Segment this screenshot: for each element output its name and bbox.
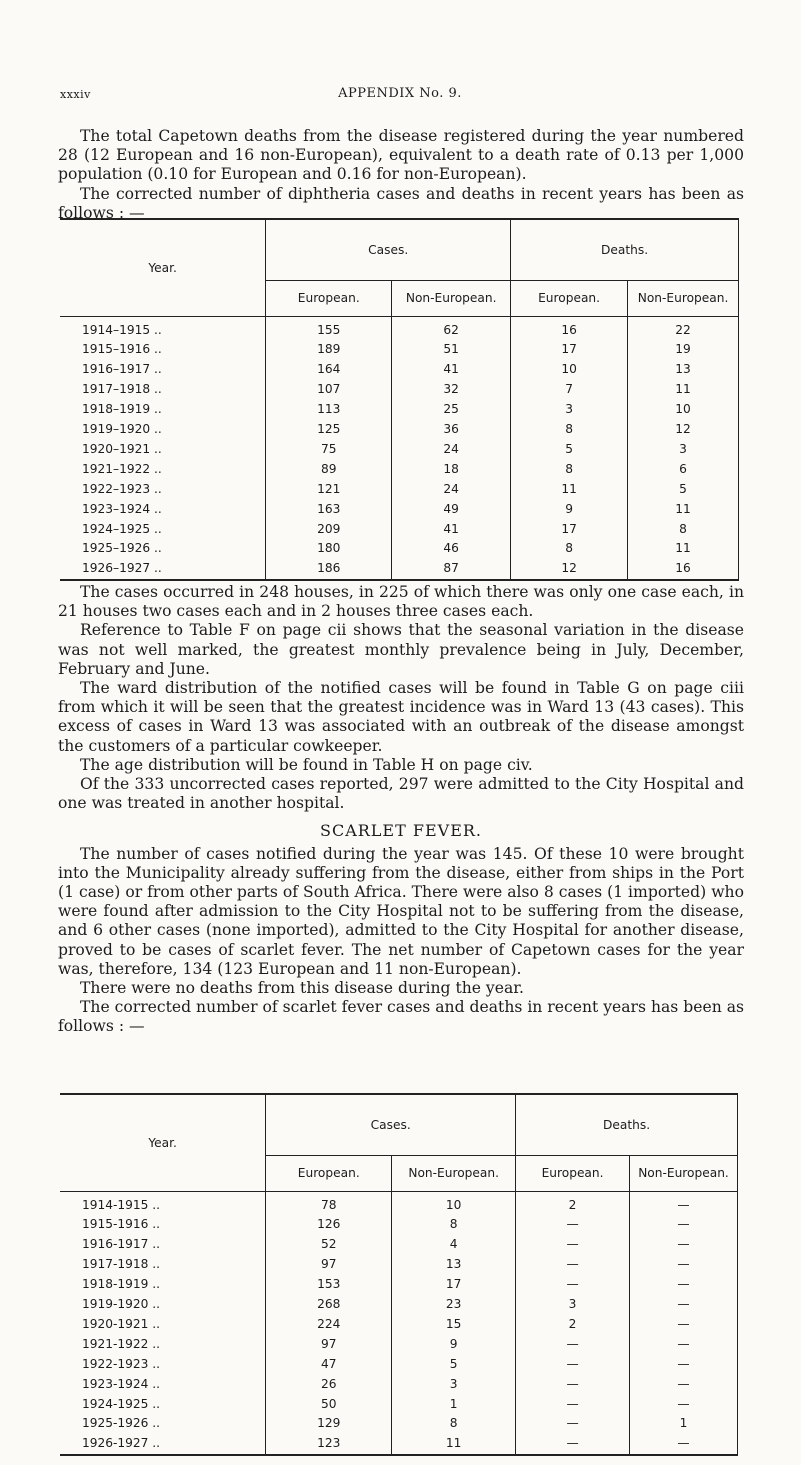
cell-cases-non-european: 13 (392, 1255, 516, 1275)
cell-year: 1914-1915 .. (82, 1197, 161, 1212)
table-row (60, 539, 739, 559)
cell-deaths-european: — (516, 1355, 630, 1375)
cell-cases-european: 125 (266, 420, 392, 440)
cell-cases-european: 50 (266, 1395, 392, 1415)
col-header-deaths: Deaths. (516, 1094, 738, 1155)
table-row (60, 1275, 738, 1295)
cell-deaths-non-european: 5 (628, 480, 739, 500)
cell-cases-european: 268 (266, 1295, 392, 1315)
col-header-deaths-european: European. (511, 280, 628, 316)
cell-deaths-european: 7 (511, 380, 628, 400)
cell-year: 1917–1918 .. (82, 382, 162, 397)
page-header (60, 86, 740, 106)
cell-deaths-european: 17 (511, 520, 628, 540)
cell-cases-european: 123 (266, 1434, 392, 1455)
cell-year: 1918–1919 .. (82, 402, 162, 417)
cell-deaths-european: 3 (516, 1295, 630, 1315)
cell-deaths-non-european: 16 (628, 559, 739, 580)
cell-deaths-non-european: — (630, 1235, 738, 1255)
section-heading-scarlet-fever: SCARLET FEVER. (319, 821, 482, 841)
cell-year: 1916-1917 .. (82, 1237, 161, 1252)
cell-cases-european: 113 (266, 400, 392, 420)
cell-cases-european: 163 (266, 500, 392, 520)
cell-year: 1919–1920 .. (82, 422, 162, 437)
cell-year: 1920-1921 .. (82, 1316, 161, 1331)
cell-cases-non-european: 41 (392, 520, 511, 540)
cell-deaths-european: — (516, 1235, 630, 1255)
cell-cases-european: 126 (266, 1215, 392, 1235)
paragraph: The number of cases notified during the year was 145. Of these 10 were brought into the Municipality already suffering from the disease, either from ships in the Port (1 case) or from other parts of South Africa. There were also 8 cases (1 imported) who were found after admission to the City Hospital not to be suffering from the disease, and 6 other cases (none imported), admitted to the City Hospital for another disease, proved to be cases of scarlet fever. The net number of Capetown cases for the year was, therefore, 134 (123 European and 11 non-European). (58, 844, 744, 978)
cell-year: 1921-1922 .. (82, 1336, 161, 1351)
cell-cases-non-european: 87 (392, 559, 511, 580)
cell-cases-non-european: 8 (392, 1215, 516, 1235)
cell-cases-non-european: 24 (392, 440, 511, 460)
cell-cases-non-european: 18 (392, 460, 511, 480)
cell-cases-european: 26 (266, 1375, 392, 1395)
cell-deaths-non-european: 6 (628, 460, 739, 480)
cell-deaths-non-european: 1 (630, 1414, 738, 1434)
cell-deaths-european: — (516, 1434, 630, 1455)
col-header-year: Year. (60, 1094, 266, 1191)
cell-year: 1920–1921 .. (82, 441, 162, 456)
cell-deaths-non-european: 22 (628, 316, 739, 340)
cell-year: 1924–1925 .. (82, 521, 162, 536)
cell-cases-non-european: 1 (392, 1395, 516, 1415)
cell-year: 1926–1927 .. (82, 561, 162, 576)
table-row (60, 1295, 738, 1315)
cell-year: 1922-1923 .. (82, 1356, 161, 1371)
cell-deaths-european: 2 (516, 1315, 630, 1335)
cell-deaths-non-european: — (630, 1295, 738, 1315)
col-header-deaths-european: European. (516, 1155, 630, 1191)
cell-cases-non-european: 49 (392, 500, 511, 520)
cell-deaths-european: 5 (511, 440, 628, 460)
cell-cases-non-european: 10 (392, 1191, 516, 1215)
cell-year: 1923–1924 .. (82, 501, 162, 516)
table-row (60, 520, 739, 540)
cell-cases-non-european: 46 (392, 539, 511, 559)
cell-cases-non-european: 25 (392, 400, 511, 420)
table-row (60, 480, 739, 500)
table-row (60, 1235, 738, 1255)
cell-year: 1918-1919 .. (82, 1277, 161, 1292)
table-row (60, 340, 739, 360)
paragraph: There were no deaths from this disease during the year. (80, 979, 524, 998)
col-header-cases: Cases. (266, 1094, 516, 1155)
cell-deaths-non-european: — (630, 1315, 738, 1335)
paragraph: The ward distribution of the notified cases will be found in Table G on page ciii from which it will be seen that the greatest incidence was in Ward 13 (43 cases). This excess of cases in Ward 13 was associated with an outbreak of the disease amongst the customers of a particular cowkeeper. (58, 679, 744, 755)
cell-deaths-non-european: — (630, 1275, 738, 1295)
cell-cases-european: 186 (266, 559, 392, 580)
col-header-cases-european: European. (266, 280, 392, 316)
diphtheria-table (60, 218, 739, 581)
table-row (60, 400, 739, 420)
table-row (60, 316, 739, 340)
paragraph: The corrected number of diphtheria cases and deaths in recent years has been as follows : — (58, 184, 744, 222)
cell-year: 1925-1926 .. (82, 1416, 161, 1431)
table-row (60, 440, 739, 460)
cell-cases-european: 189 (266, 340, 392, 360)
cell-year: 1926-1927 .. (82, 1436, 161, 1451)
cell-year: 1919-1920 .. (82, 1297, 161, 1312)
col-header-deaths-non-european: Non-European. (628, 280, 739, 316)
table-row (60, 1255, 738, 1275)
cell-cases-non-european: 8 (392, 1414, 516, 1434)
table-row (60, 1191, 738, 1215)
paragraph: Of the 333 uncorrected cases reported, 297 were admitted to the City Hospital and one was treated in another hospital. (58, 775, 744, 813)
cell-cases-non-european: 41 (392, 360, 511, 380)
cell-cases-european: 89 (266, 460, 392, 480)
cell-cases-non-european: 11 (392, 1434, 516, 1455)
cell-deaths-european: 8 (511, 460, 628, 480)
cell-cases-european: 97 (266, 1335, 392, 1355)
table-row (60, 1395, 738, 1415)
cell-deaths-non-european: 11 (628, 380, 739, 400)
cell-deaths-european: — (516, 1414, 630, 1434)
col-header-cases-non-european: Non-European. (392, 1155, 516, 1191)
cell-cases-european: 155 (266, 316, 392, 340)
table-row (60, 460, 739, 480)
cell-deaths-european: — (516, 1375, 630, 1395)
table-row (60, 420, 739, 440)
cell-deaths-european: — (516, 1255, 630, 1275)
cell-deaths-non-european: 12 (628, 420, 739, 440)
cell-year: 1923-1924 .. (82, 1376, 161, 1391)
col-header-cases: Cases. (266, 219, 511, 280)
cell-deaths-non-european: — (630, 1255, 738, 1275)
cell-cases-non-european: 17 (392, 1275, 516, 1295)
cell-deaths-non-european: — (630, 1335, 738, 1355)
cell-year: 1915-1916 .. (82, 1217, 161, 1232)
cell-deaths-non-european: — (630, 1191, 738, 1215)
cell-cases-non-european: 9 (392, 1335, 516, 1355)
cell-deaths-non-european: — (630, 1375, 738, 1395)
cell-deaths-non-european: — (630, 1395, 738, 1415)
cell-cases-european: 121 (266, 480, 392, 500)
table-row (60, 1335, 738, 1355)
cell-deaths-non-european: 13 (628, 360, 739, 380)
table-row (60, 360, 739, 380)
cell-cases-non-european: 3 (392, 1375, 516, 1395)
col-header-year: Year. (60, 219, 266, 316)
cell-year: 1916–1917 .. (82, 362, 162, 377)
cell-deaths-non-european: 10 (628, 400, 739, 420)
col-header-cases-european: European. (266, 1155, 392, 1191)
cell-cases-european: 75 (266, 440, 392, 460)
table-row (60, 1315, 738, 1335)
cell-cases-non-european: 24 (392, 480, 511, 500)
cell-deaths-non-european: 11 (628, 500, 739, 520)
col-header-deaths-non-european: Non-European. (630, 1155, 738, 1191)
cell-cases-european: 180 (266, 539, 392, 559)
cell-cases-european: 224 (266, 1315, 392, 1335)
cell-deaths-european: — (516, 1395, 630, 1415)
cell-deaths-non-european: — (630, 1355, 738, 1375)
cell-cases-european: 153 (266, 1275, 392, 1295)
table-row (60, 380, 739, 400)
table-row (60, 1355, 738, 1375)
cell-deaths-european: 2 (516, 1191, 630, 1215)
cell-year: 1917-1918 .. (82, 1257, 161, 1272)
diphtheria-table-body (60, 316, 739, 580)
cell-cases-non-european: 15 (392, 1315, 516, 1335)
col-header-deaths: Deaths. (511, 219, 739, 280)
cell-deaths-european: — (516, 1215, 630, 1235)
intro-text (58, 127, 744, 223)
cell-year: 1922–1923 .. (82, 481, 162, 496)
cell-cases-non-european: 51 (392, 340, 511, 360)
cell-deaths-european: 17 (511, 340, 628, 360)
cell-cases-european: 164 (266, 360, 392, 380)
cell-cases-european: 129 (266, 1414, 392, 1434)
cell-deaths-european: 3 (511, 400, 628, 420)
cell-deaths-european: — (516, 1335, 630, 1355)
table-row (60, 1434, 738, 1455)
table-row (60, 1375, 738, 1395)
cell-year: 1921–1922 .. (82, 461, 162, 476)
cell-deaths-european: 11 (511, 480, 628, 500)
cell-cases-non-european: 5 (392, 1355, 516, 1375)
table-row (60, 500, 739, 520)
cell-cases-european: 97 (266, 1255, 392, 1275)
cell-deaths-european: 12 (511, 559, 628, 580)
table-row (60, 1215, 738, 1235)
cell-deaths-european: 8 (511, 420, 628, 440)
table-row (60, 1414, 738, 1434)
cell-year: 1915–1916 .. (82, 342, 162, 357)
paragraph: The cases occurred in 248 houses, in 225 of which there was only one case each, in 21 houses two cases each and in 2 houses three cases each. (58, 583, 744, 621)
cell-year: 1914–1915 .. (82, 322, 162, 337)
scarlet-fever-table (60, 1093, 738, 1456)
cell-deaths-non-european: 19 (628, 340, 739, 360)
scarlet-fever-table-body (60, 1191, 738, 1455)
cell-deaths-non-european: — (630, 1215, 738, 1235)
table-row (60, 559, 739, 580)
cell-deaths-non-european: 8 (628, 520, 739, 540)
middle-text (58, 583, 744, 1037)
cell-cases-non-european: 32 (392, 380, 511, 400)
cell-deaths-non-european: 3 (628, 440, 739, 460)
cell-cases-non-european: 23 (392, 1295, 516, 1315)
cell-cases-european: 209 (266, 520, 392, 540)
cell-cases-non-european: 36 (392, 420, 511, 440)
appendix-title: APPENDIX No. 9. (338, 86, 462, 101)
cell-cases-european: 47 (266, 1355, 392, 1375)
page-number: xxxiv (60, 88, 91, 101)
cell-deaths-european: 10 (511, 360, 628, 380)
cell-year: 1924-1925 .. (82, 1396, 161, 1411)
col-header-cases-non-european: Non-European. (392, 280, 511, 316)
cell-deaths-non-european: 11 (628, 539, 739, 559)
cell-deaths-non-european: — (630, 1434, 738, 1455)
cell-cases-non-european: 62 (392, 316, 511, 340)
cell-deaths-european: — (516, 1275, 630, 1295)
paragraph: The total Capetown deaths from the disease registered during the year numbered 28 (12 European and 16 non-European), equivalent to a death rate of 0.13 per 1,000 population (0.10 for European and 0.16 for non-European). (58, 127, 744, 184)
cell-cases-non-european: 4 (392, 1235, 516, 1255)
cell-cases-european: 107 (266, 380, 392, 400)
cell-year: 1925–1926 .. (82, 541, 162, 556)
paragraph: Reference to Table F on page cii shows that the seasonal variation in the disease was not well marked, the greatest monthly prevalence being in July, December, February and June. (58, 621, 744, 678)
cell-cases-european: 52 (266, 1235, 392, 1255)
paragraph: The corrected number of scarlet fever cases and deaths in recent years has been as follows : — (58, 998, 744, 1036)
cell-deaths-european: 16 (511, 316, 628, 340)
cell-deaths-european: 8 (511, 539, 628, 559)
cell-cases-european: 78 (266, 1191, 392, 1215)
cell-deaths-european: 9 (511, 500, 628, 520)
paragraph: The age distribution will be found in Table H on page civ. (80, 755, 533, 774)
